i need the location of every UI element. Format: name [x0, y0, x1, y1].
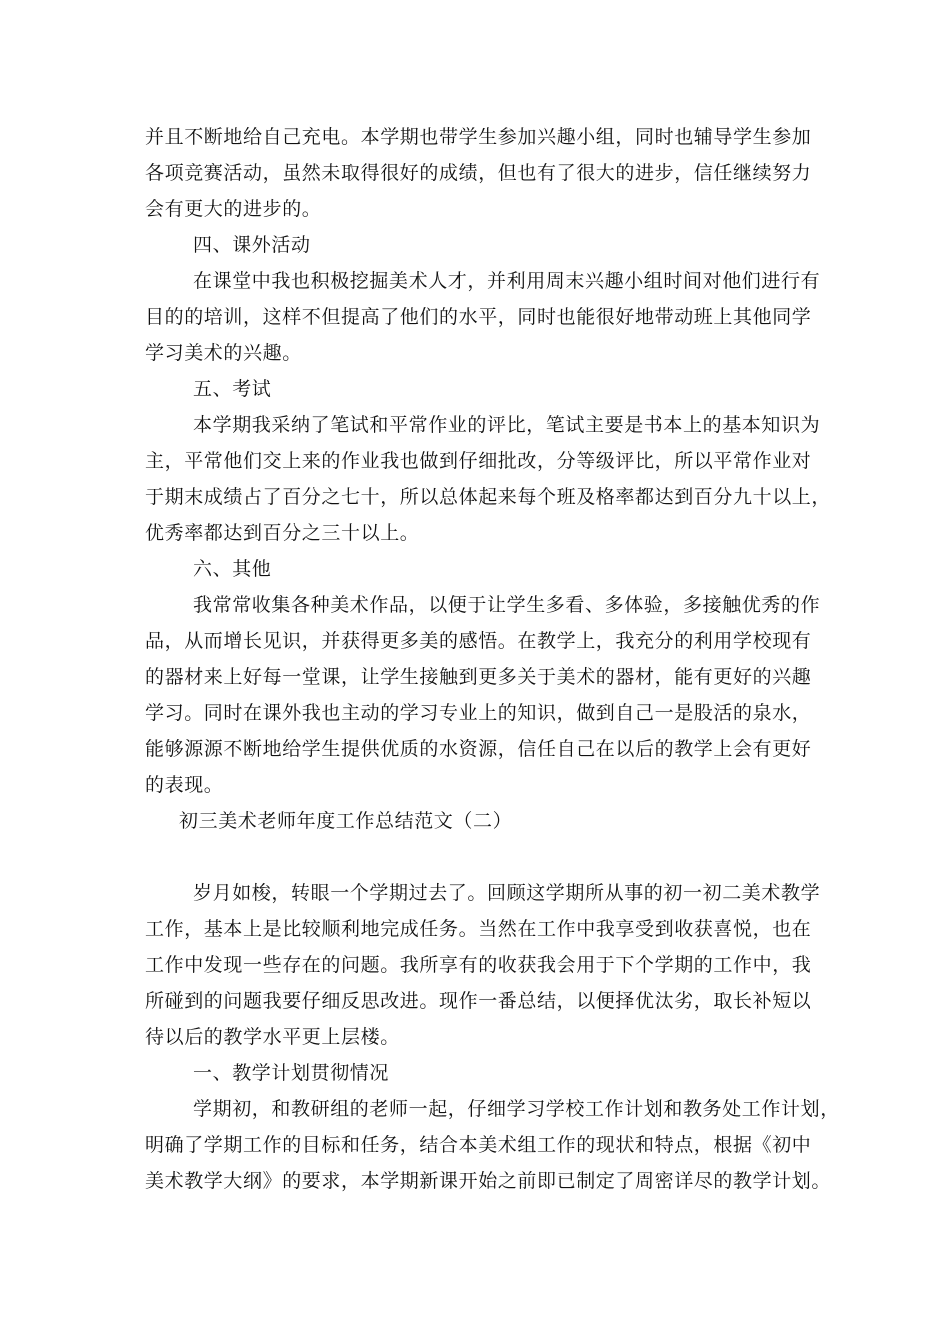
paragraph-line: 并且不断地给自己充电。本学期也带学生参加兴趣小组，同时也辅导学生参加 — [145, 126, 812, 148]
section-heading: 四、课外活动 — [193, 234, 311, 256]
section-heading: 五、考试 — [193, 378, 272, 400]
section-heading: 一、教学计划贯彻情况 — [193, 1062, 390, 1084]
paragraph-line: 学期初，和教研组的老师一起，仔细学习学校工作计划和教务处工作计划， — [193, 1098, 840, 1120]
paragraph-line: 我常常收集各种美术作品，以便于让学生多看、多体验，多接触优秀的作 — [193, 594, 821, 616]
paragraph-line: 主，平常他们交上来的作业我也做到仔细批改，分等级评比，所以平常作业对 — [145, 450, 812, 472]
paragraph-line: 会有更大的进步的。 — [145, 198, 322, 220]
paragraph-line: 岁月如梭，转眼一个学期过去了。回顾这学期所从事的初一初二美术教学 — [193, 882, 821, 904]
paragraph-line: 工作中发现一些存在的问题。我所享有的收获我会用于下个学期的工作中，我 — [145, 954, 812, 976]
paragraph-line: 品，从而增长见识，并获得更多美的感悟。在教学上，我充分的利用学校现有 — [145, 630, 812, 652]
paragraph-line: 的器材来上好每一堂课，让学生接触到更多关于美术的器材，能有更好的兴趣 — [145, 666, 812, 688]
paragraph-line: 目的的培训，这样不但提高了他们的水平，同时也能很好地带动班上其他同学 — [145, 306, 812, 328]
paragraph-line: 于期末成绩占了百分之七十，所以总体起来每个班及格率都达到百分九十以上， — [145, 486, 832, 508]
paragraph-line: 在课堂中我也积极挖掘美术人才，并利用周末兴趣小组时间对他们进行有 — [193, 270, 821, 292]
paragraph-line: 各项竞赛活动，虽然未取得很好的成绩，但也有了很大的进步，信任继续努力 — [145, 162, 812, 184]
paragraph-line: 本学期我采纳了笔试和平常作业的评比，笔试主要是书本上的基本知识为 — [193, 414, 821, 436]
paragraph-line: 工作，基本上是比较顺利地完成任务。当然在工作中我享受到收获喜悦，也在 — [145, 918, 812, 940]
paragraph-line: 美术教学大纲》的要求，本学期新课开始之前即已制定了周密详尽的教学计划。 — [145, 1170, 832, 1192]
paragraph-line: 学习。同时在课外我也主动的学习专业上的知识，做到自己一是股活的泉水， — [145, 702, 812, 724]
document-title: 初三美术老师年度工作总结范文（二） — [179, 810, 513, 832]
paragraph-line: 学习美术的兴趣。 — [145, 342, 302, 364]
paragraph-line: 的表现。 — [145, 774, 224, 796]
paragraph-line: 明确了学期工作的目标和任务，结合本美术组工作的现状和特点，根据《初中 — [145, 1134, 812, 1156]
paragraph-line: 优秀率都达到百分之三十以上。 — [145, 522, 420, 544]
section-heading: 六、其他 — [193, 558, 272, 580]
paragraph-line: 待以后的教学水平更上层楼。 — [145, 1026, 400, 1048]
paragraph-line: 所碰到的问题我要仔细反思改进。现作一番总结，以便择优汰劣，取长补短以 — [145, 990, 812, 1012]
paragraph-line: 能够源源不断地给学生提供优质的水资源，信任自己在以后的教学上会有更好 — [145, 738, 812, 760]
